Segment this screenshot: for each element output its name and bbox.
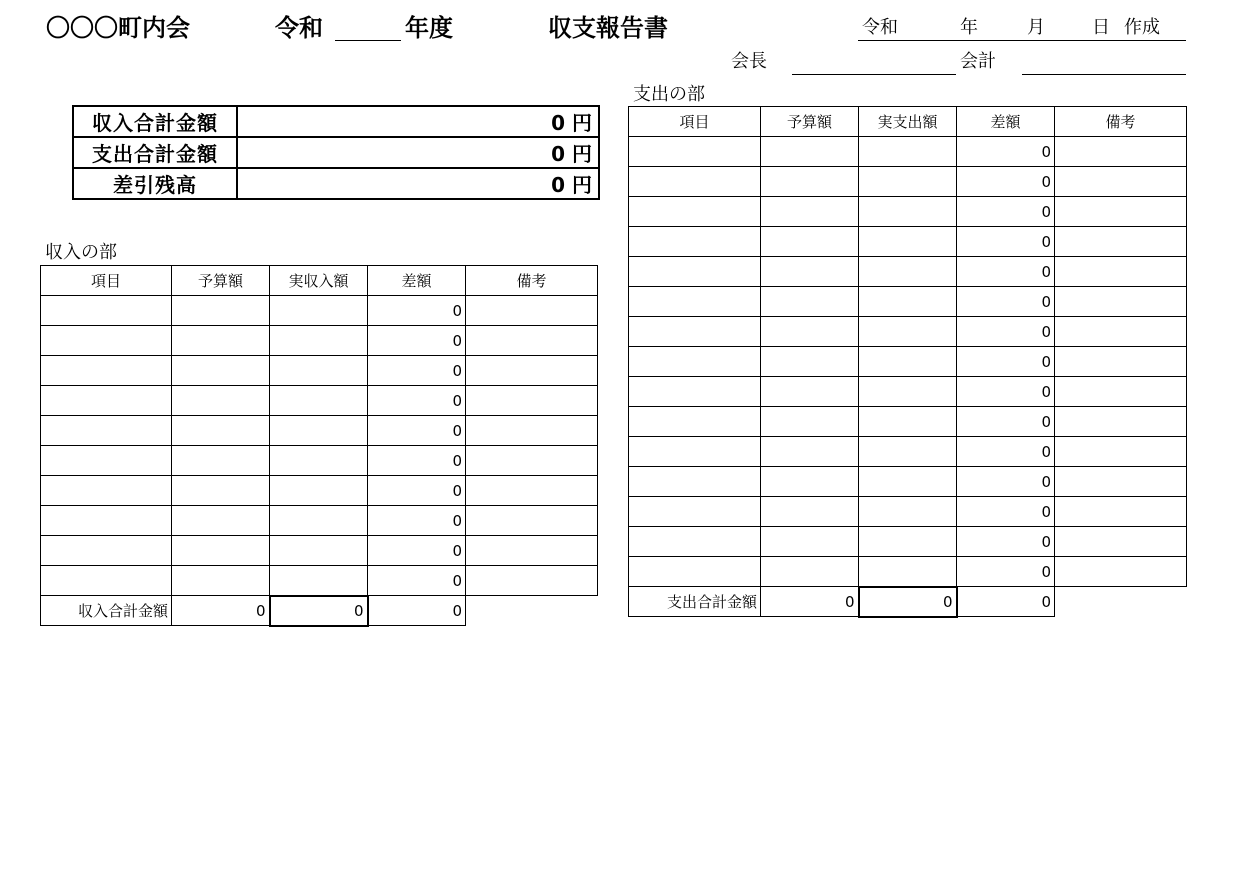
item-cell[interactable] [629,227,761,257]
date-day-label: 日 [1092,17,1110,38]
table-row [629,227,1187,257]
table-row [41,476,598,506]
budget-cell[interactable] [172,536,270,566]
difference-cell: 0 [957,527,1055,557]
remarks-cell[interactable] [1055,287,1187,317]
income-section-title: 収入の部 [45,242,117,263]
difference-cell: 0 [957,197,1055,227]
expense-column-header: 差額 [957,107,1055,137]
item-cell[interactable] [629,317,761,347]
table-row [629,557,1187,587]
item-cell[interactable] [629,527,761,557]
remarks-cell[interactable] [1055,167,1187,197]
difference-cell: 0 [957,467,1055,497]
table-row [41,386,598,416]
budget-cell[interactable] [761,467,859,497]
expense-section-title: 支出の部 [633,84,705,105]
remarks-cell[interactable] [1055,377,1187,407]
date-made-label: 作成 [1124,17,1160,38]
expense-total-difference: 0 [957,587,1055,617]
difference-cell: 0 [957,137,1055,167]
summary-label: 差引残高 [73,168,237,199]
actual-cell[interactable] [859,167,957,197]
item-cell[interactable] [629,287,761,317]
table-row [629,407,1187,437]
item-cell[interactable] [629,257,761,287]
income-total-row [41,596,598,626]
remarks-cell[interactable] [466,326,598,356]
table-row [41,416,598,446]
remarks-cell[interactable] [1055,557,1187,587]
summary-value: 0 円 [237,168,599,199]
expense-column-header: 項目 [629,107,761,137]
remarks-cell[interactable] [1055,197,1187,227]
remarks-cell[interactable] [1055,407,1187,437]
remarks-cell[interactable] [466,476,598,506]
difference-cell: 0 [957,437,1055,467]
difference-cell: 0 [368,566,466,596]
difference-cell: 0 [957,317,1055,347]
budget-cell[interactable] [761,407,859,437]
item-cell[interactable] [629,437,761,467]
difference-cell: 0 [957,557,1055,587]
remarks-cell[interactable] [1055,227,1187,257]
budget-cell[interactable] [761,197,859,227]
table-row [629,167,1187,197]
expense-total-budget: 0 [761,587,859,617]
summary-row [73,137,599,168]
actual-cell[interactable] [270,536,368,566]
budget-cell[interactable] [761,227,859,257]
item-cell[interactable] [629,167,761,197]
table-row [41,446,598,476]
item-cell[interactable] [41,566,172,596]
difference-cell: 0 [957,407,1055,437]
fiscal-year-suffix: 年度 [405,14,453,42]
summary-label: 支出合計金額 [73,137,237,168]
item-cell[interactable] [629,467,761,497]
summary-row [73,106,599,137]
date-month-label: 月 [1027,17,1045,38]
summary-value: 0 円 [237,137,599,168]
table-row [41,296,598,326]
expense-column-header: 実支出額 [859,107,957,137]
actual-cell[interactable] [270,356,368,386]
table-row [629,197,1187,227]
actual-cell[interactable] [859,257,957,287]
summary-label: 収入合計金額 [73,106,237,137]
remarks-cell[interactable] [1055,137,1187,167]
difference-cell: 0 [957,257,1055,287]
table-row [629,497,1187,527]
difference-cell: 0 [368,296,466,326]
expense-total-actual: 0 [859,587,957,617]
actual-cell[interactable] [859,137,957,167]
remarks-cell[interactable] [466,446,598,476]
remarks-cell[interactable] [1055,257,1187,287]
difference-cell: 0 [368,356,466,386]
budget-cell[interactable] [172,446,270,476]
difference-cell: 0 [368,416,466,446]
budget-cell[interactable] [761,497,859,527]
table-row [629,347,1187,377]
expense-total-blank [1055,587,1187,617]
income-total-difference: 0 [368,596,466,626]
actual-cell[interactable] [859,287,957,317]
difference-cell: 0 [957,167,1055,197]
expense-column-header: 予算額 [761,107,859,137]
date-era-label: 令和 [862,17,898,38]
budget-cell[interactable] [172,326,270,356]
item-cell[interactable] [629,377,761,407]
item-cell[interactable] [41,536,172,566]
actual-cell[interactable] [859,347,957,377]
item-cell[interactable] [41,326,172,356]
budget-cell[interactable] [172,506,270,536]
income-header-row [41,266,598,296]
actual-cell[interactable] [859,527,957,557]
table-row [41,536,598,566]
actual-cell[interactable] [270,296,368,326]
fiscal-year-blank[interactable] [335,40,401,41]
difference-cell: 0 [957,377,1055,407]
item-cell[interactable] [41,386,172,416]
remarks-cell[interactable] [466,386,598,416]
table-row [629,437,1187,467]
budget-cell[interactable] [761,257,859,287]
budget-cell[interactable] [172,416,270,446]
actual-cell[interactable] [270,446,368,476]
remarks-cell[interactable] [1055,317,1187,347]
chair-signature-blank[interactable] [792,74,956,75]
actual-cell[interactable] [859,467,957,497]
remarks-cell[interactable] [466,416,598,446]
difference-cell: 0 [368,386,466,416]
remarks-cell[interactable] [1055,497,1187,527]
summary-table [72,105,600,200]
table-row [629,257,1187,287]
difference-cell: 0 [368,326,466,356]
income-total-label: 収入合計金額 [41,596,172,626]
actual-cell[interactable] [859,377,957,407]
table-row [41,326,598,356]
income-column-header: 差額 [368,266,466,296]
remarks-cell[interactable] [466,356,598,386]
remarks-cell[interactable] [466,506,598,536]
table-row [629,527,1187,557]
budget-cell[interactable] [761,347,859,377]
actual-cell[interactable] [270,506,368,536]
difference-cell: 0 [368,446,466,476]
era-label: 令和 [275,14,323,42]
income-total-actual: 0 [270,596,368,626]
table-row [41,356,598,386]
expense-table [628,106,1187,618]
actual-cell[interactable] [270,326,368,356]
budget-cell[interactable] [172,566,270,596]
income-column-header: 備考 [466,266,598,296]
actual-cell[interactable] [270,476,368,506]
table-row [629,377,1187,407]
budget-cell[interactable] [761,167,859,197]
budget-cell[interactable] [172,356,270,386]
item-cell[interactable] [41,476,172,506]
remarks-cell[interactable] [1055,467,1187,497]
table-row [629,287,1187,317]
item-cell[interactable] [629,407,761,437]
actual-cell[interactable] [859,227,957,257]
actual-cell[interactable] [859,197,957,227]
item-cell[interactable] [41,296,172,326]
table-row [41,566,598,596]
difference-cell: 0 [957,287,1055,317]
item-cell[interactable] [629,497,761,527]
accountant-label: 会計 [960,51,996,72]
actual-cell[interactable] [270,416,368,446]
date-year-label: 年 [960,17,978,38]
budget-cell[interactable] [761,437,859,467]
budget-cell[interactable] [761,557,859,587]
difference-cell: 0 [957,497,1055,527]
item-cell[interactable] [41,416,172,446]
remarks-cell[interactable] [1055,347,1187,377]
budget-cell[interactable] [761,287,859,317]
remarks-cell[interactable] [466,296,598,326]
remarks-cell[interactable] [1055,527,1187,557]
table-row [41,506,598,536]
budget-cell[interactable] [761,527,859,557]
date-underline [858,40,1186,41]
remarks-cell[interactable] [466,566,598,596]
accountant-signature-blank[interactable] [1022,74,1186,75]
budget-cell[interactable] [172,296,270,326]
budget-cell[interactable] [172,386,270,416]
item-cell[interactable] [629,557,761,587]
table-row [629,317,1187,347]
income-table [40,265,598,627]
chair-label: 会長 [731,51,767,72]
remarks-cell[interactable] [1055,437,1187,467]
difference-cell: 0 [368,506,466,536]
item-cell[interactable] [629,347,761,377]
expense-total-label: 支出合計金額 [629,587,761,617]
actual-cell[interactable] [859,407,957,437]
item-cell[interactable] [629,137,761,167]
actual-cell[interactable] [859,317,957,347]
item-cell[interactable] [41,446,172,476]
budget-cell[interactable] [761,137,859,167]
remarks-cell[interactable] [466,536,598,566]
expense-total-row [629,587,1187,617]
actual-cell[interactable] [859,437,957,467]
expense-column-header: 備考 [1055,107,1187,137]
actual-cell[interactable] [859,497,957,527]
actual-cell[interactable] [859,557,957,587]
actual-cell[interactable] [270,386,368,416]
budget-cell[interactable] [761,317,859,347]
table-row [629,467,1187,497]
difference-cell: 0 [957,347,1055,377]
item-cell[interactable] [629,197,761,227]
budget-cell[interactable] [172,476,270,506]
expense-header-row [629,107,1187,137]
organization-name: 〇〇〇町内会 [46,14,190,42]
item-cell[interactable] [41,506,172,536]
actual-cell[interactable] [270,566,368,596]
income-column-header: 項目 [41,266,172,296]
summary-value: 0 円 [237,106,599,137]
table-row [629,137,1187,167]
income-total-blank [466,596,598,626]
item-cell[interactable] [41,356,172,386]
summary-row [73,168,599,199]
difference-cell: 0 [368,536,466,566]
income-column-header: 予算額 [172,266,270,296]
document-title: 収支報告書 [548,14,668,42]
budget-cell[interactable] [761,377,859,407]
difference-cell: 0 [957,227,1055,257]
income-total-budget: 0 [172,596,270,626]
difference-cell: 0 [368,476,466,506]
income-column-header: 実収入額 [270,266,368,296]
